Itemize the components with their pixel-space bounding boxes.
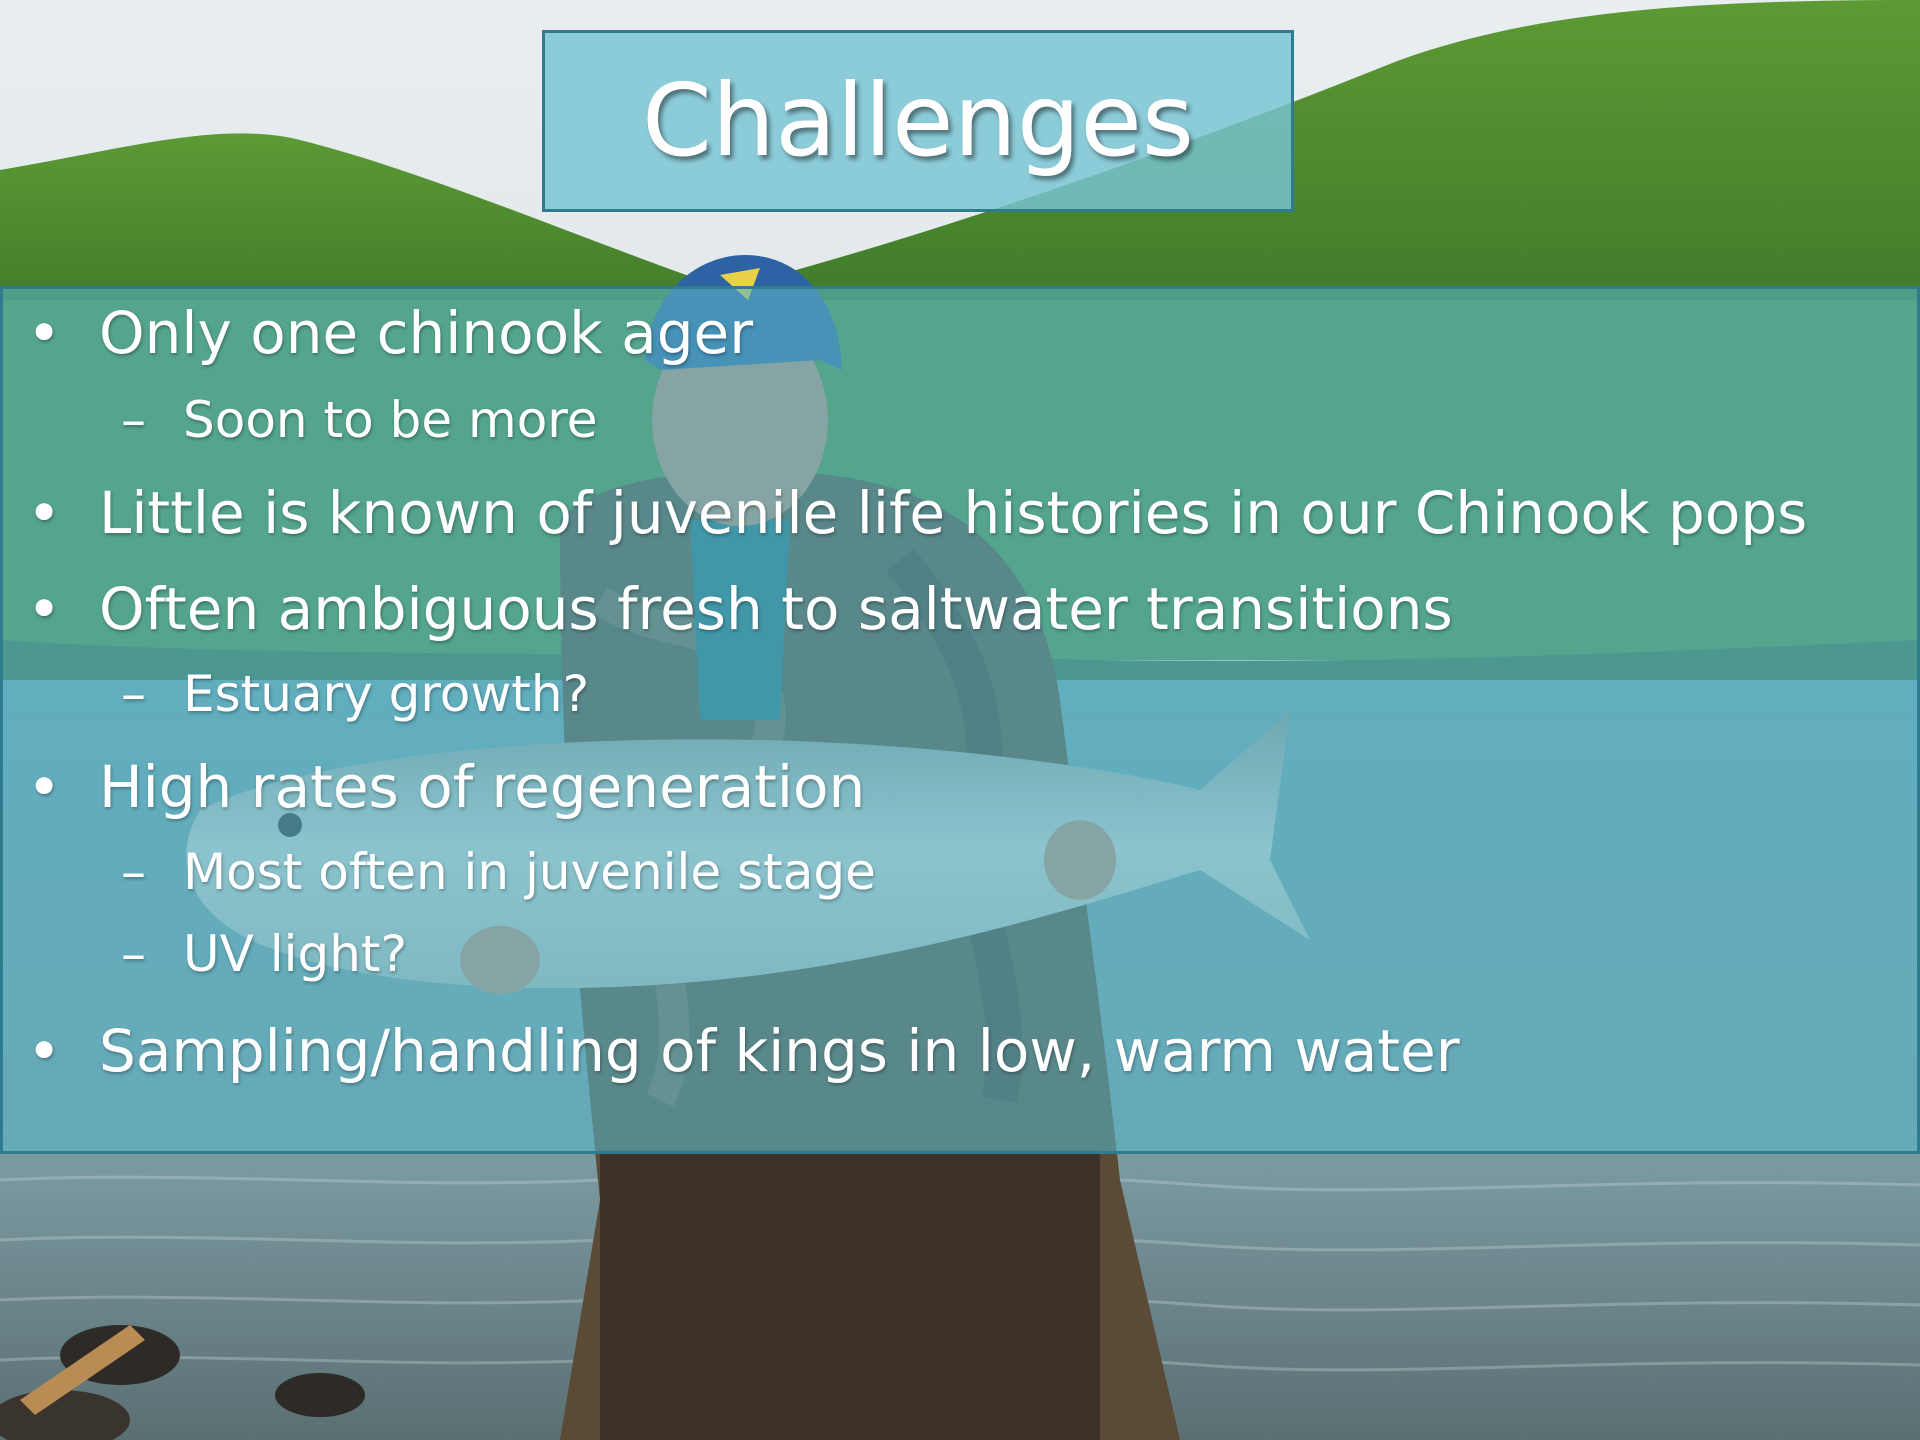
bullet-glyph: • xyxy=(27,753,62,821)
content-box xyxy=(0,286,1920,1154)
dash-glyph: – xyxy=(121,925,146,983)
dash-glyph: – xyxy=(121,665,146,723)
bullet-text: Little is known of juvenile life histories in our Chinook pops xyxy=(99,479,1808,547)
sub-bullet-text: Soon to be more xyxy=(183,391,598,449)
bullet-text: Sampling/handling of kings in low, warm water xyxy=(99,1017,1460,1085)
dash-glyph: – xyxy=(121,843,146,901)
bullet-glyph: • xyxy=(27,1017,62,1085)
sub-bullet-text: Estuary growth? xyxy=(183,665,590,723)
dash-glyph: – xyxy=(121,391,146,449)
bullet-glyph: • xyxy=(27,299,62,367)
sub-bullet-text: UV light? xyxy=(183,925,408,983)
bullet-text: Only one chinook ager xyxy=(99,299,754,367)
bullet-text: Often ambiguous fresh to saltwater transitions xyxy=(99,575,1453,643)
slide-title: Challenges xyxy=(641,62,1195,179)
bullet-text: High rates of regeneration xyxy=(99,753,866,821)
bullet-glyph: • xyxy=(27,575,62,643)
bullet-glyph: • xyxy=(27,479,62,547)
sub-bullet-text: Most often in juvenile stage xyxy=(183,843,876,901)
title-box xyxy=(542,30,1294,212)
